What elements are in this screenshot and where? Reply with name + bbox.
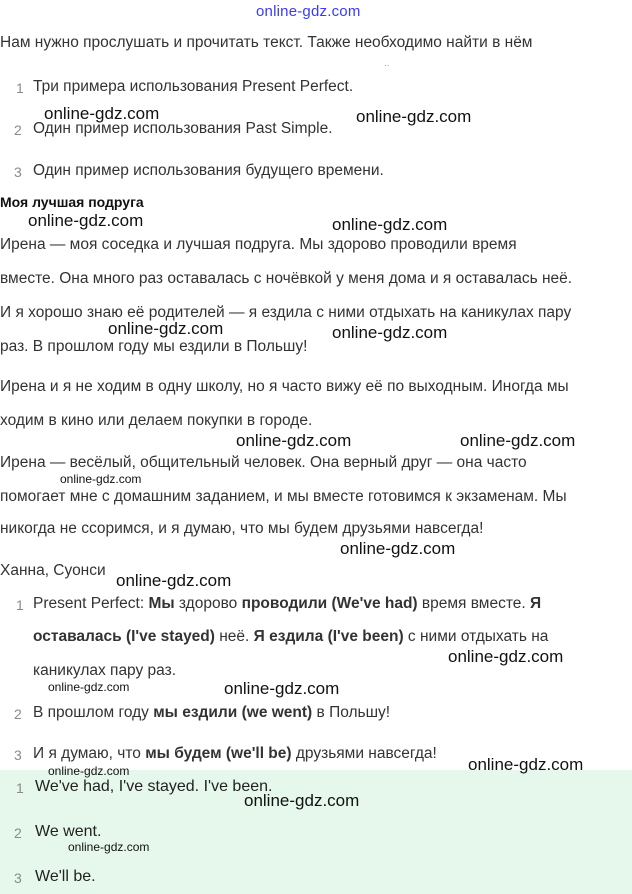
bold-run: мы ездили (we went)	[153, 704, 313, 721]
analysis-number: 1	[16, 597, 24, 613]
answer-item: We went.	[35, 823, 102, 840]
watermark: online-gdz.com	[448, 647, 564, 666]
analysis-item-3	[33, 745, 437, 763]
intro-text: Нам нужно прослушать и прочитать текст. Также необходимо найти в нём	[0, 34, 533, 51]
answer-number: 2	[14, 825, 22, 841]
bold-run: оставалась (I've stayed)	[33, 628, 215, 645]
text-run: здорово	[174, 595, 242, 612]
watermark: online-gdz.com	[356, 107, 472, 126]
answer-item: We'll be.	[35, 868, 96, 885]
watermark: online-gdz.com	[332, 215, 448, 234]
task-item: Один пример использования будущего времени.	[33, 162, 384, 179]
watermark: online-gdz.com	[60, 472, 142, 486]
task-item: Один пример использования Past Simple.	[33, 120, 333, 137]
watermark: online-gdz.com	[48, 764, 130, 778]
task-number: 2	[14, 122, 22, 138]
analysis-number: 2	[14, 706, 22, 722]
text-run: неё.	[214, 628, 254, 645]
story-line: ходим в кино или делаем покупки в городе.	[0, 412, 313, 429]
story-title: Моя лучшая подруга	[0, 194, 144, 210]
watermark: online-gdz.com	[44, 104, 160, 123]
task-number: 3	[14, 164, 22, 180]
story-line: И я хорошо знаю её родителей — я ездила с ними отдыхать на каникулах пару	[0, 304, 572, 321]
analysis-item-2	[33, 704, 390, 722]
analysis-item-1-line-1	[33, 595, 541, 613]
story-line: вместе. Она много раз оставалась с ночёвкой у меня дома и я оставалась неё.	[0, 270, 573, 287]
analysis-item-1-line-3: каникулах пару раз.	[33, 662, 177, 679]
story-line: раз. В прошлом году мы ездили в Польшу!	[0, 338, 308, 355]
watermark: online-gdz.com	[68, 840, 150, 854]
bold-run: Я ездила (I've been)	[253, 628, 404, 645]
watermark: online-gdz.com	[108, 319, 224, 338]
watermark: online-gdz.com	[236, 431, 352, 450]
answer-item: We've had, I've stayed. I've been.	[35, 778, 273, 795]
bold-run: проводили (We've had)	[241, 595, 418, 612]
text-run: В прошлом году	[33, 704, 154, 721]
analysis-item-1-line-2	[33, 628, 548, 646]
text-run: с ними отдыхать на	[403, 628, 549, 645]
task-number: 1	[16, 80, 24, 96]
story-line: Ирена и я не ходим в одну школу, но я часто вижу её по выходным. Иногда мы	[0, 378, 569, 395]
story-line: никогда не ссоримся, и я думаю, что мы будем друзьями навсегда!	[0, 520, 484, 537]
watermark: online-gdz.com	[460, 431, 576, 450]
site-header[interactable]: online-gdz.com	[256, 3, 361, 20]
text-run: в Польшу!	[312, 704, 391, 721]
watermark: online-gdz.com	[332, 323, 448, 342]
bold-run: мы будем (we'll be)	[145, 745, 292, 762]
bold-run: Я	[530, 595, 542, 612]
text-run: Present Perfect:	[33, 595, 149, 612]
text-run: И я думаю, что	[33, 745, 146, 762]
watermark: online-gdz.com	[28, 211, 144, 230]
story-line: помогает мне с домашним заданием, и мы вместе готовимся к экзаменам. Мы	[0, 488, 567, 505]
text-run: друзьями навсегда!	[291, 745, 437, 762]
watermark: online-gdz.com	[468, 755, 584, 774]
story-line: Ирена — весёлый, общительный человек. Она верный друг — она часто	[0, 454, 527, 471]
story-line: Ирена — моя соседка и лучшая подруга. Мы здорово проводили время	[0, 236, 517, 253]
analysis-number: 3	[14, 747, 22, 763]
bold-run: Мы	[148, 595, 175, 612]
answer-number: 1	[16, 780, 24, 796]
watermark: online-gdz.com	[48, 680, 130, 694]
watermark: online-gdz.com	[340, 539, 456, 558]
text-run: время вместе.	[417, 595, 530, 612]
ellipsis-mark: ..	[384, 58, 390, 69]
watermark: online-gdz.com	[224, 679, 340, 698]
watermark: online-gdz.com	[244, 791, 360, 810]
task-item: Три примера использования Present Perfect.	[33, 78, 354, 95]
answer-number: 3	[14, 870, 22, 886]
watermark: online-gdz.com	[116, 571, 232, 590]
signature: Ханна, Суонси	[0, 562, 106, 579]
